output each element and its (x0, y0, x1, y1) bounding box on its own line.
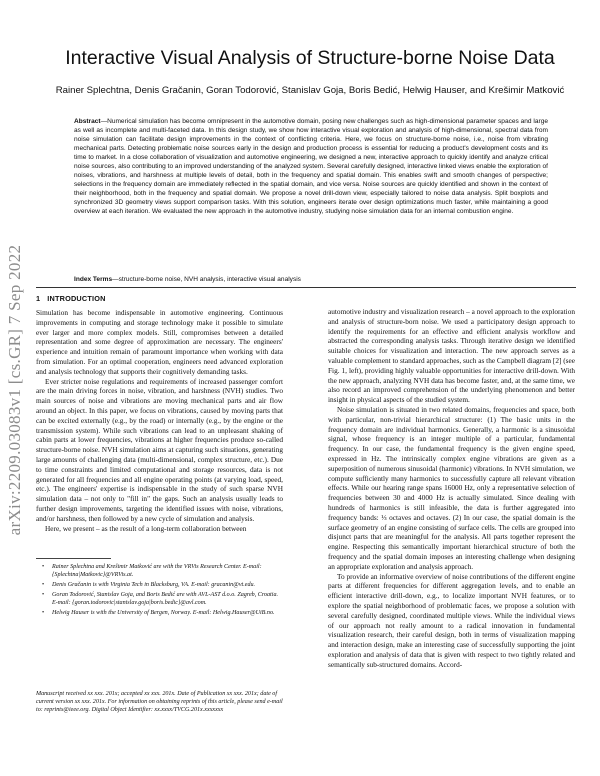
footnote-item (36, 582, 283, 590)
footnote-item (36, 592, 283, 608)
body-paragraph: Noise simulation is situated in two related domains, frequencies and space, both with particular, non-trivial hierarchical structure: (1) The basic units in the frequency domain are individual harmonics. Generally, a harmonic is a sinusoidal signal, whose frequency is an integer multiple of a particular, fundamental frequency. In our case, the fundamental frequency is the given engine speed, expressed in Hz. The intrinsically complex engine vibrations are given as a superposition of numerous sinusoidal (harmonic) vibrations. In NVH simulation, we compute sufficiently many harmonics to successfully capture all relevant vibration effects. While our hearing range spans 16000 Hz, only a representative selection of frequencies between 30 and 4000 Hz is actually simulated. Since dealing with hundreds of harmonics is still infeasible, the data is further aggregated into frequency bands: ⅓ octaves and octaves. (2) In our case, the spatial domain is the surface geometry of an engine consisting of surface cells. The cells are grouped into disjunct parts that are meaningful for the analysis. All parts together represent the engine. Respecting this semantically important hierarchical structure of both the frequency and the spatial domain imposes an interesting challenge when designing an appropriate exploration and analysis approach. (328, 404, 575, 571)
footnote-text: Rainer Splechtna and Krešimir Matković are with the VRVis Research Center. E-mail: {Splechtna|Matkovic}@VRVis.at. (52, 564, 262, 578)
arxiv-stamp (2, 190, 28, 590)
publication-info-text: Manuscript received xx xxx. 201x; accepted xx xxx. 201x. Date of Publication xx xxx. 201x; date of current version xx xxx. 201x. For information on obtaining reprints of this article, please send e-mail to: reprints@ieee.org. Digital Object Identifier: xx.xxxx/TVCG.201x.xxxxxxx (36, 691, 283, 713)
footnote-item (36, 610, 283, 618)
body-paragraph: Here, we present – as the result of a long-term collaboration between (45, 523, 247, 533)
section-title: INTRODUCTION (47, 294, 106, 303)
publication-info (36, 691, 283, 715)
abstract-label: Abstract (74, 118, 101, 125)
body-paragraph: automotive industry and visualization research – a novel approach to the exploration and analysis of structure-born noise. We used a participatory design approach to identify the requirements for an effective and efficient analysis workflow and abstracted the corresponding analysis tasks. Through iterative design we identified suitable choices for visualization and interaction. The new approach serves as a valuable complement to standard approaches, such as the Campbell diagram [2] (see Fig. 1, left), providing highly valuable opportunities for interactive drill-down. With the new approach, analyzing NVH data has become faster, and, at the same time, we also record an improved comprehension of the underlying phenomenon and better insight in physical aspects of the studied system. (328, 307, 575, 405)
body-paragraph: Ever stricter noise regulations and requirements of increased passenger comfort are the main driving forces in noise, vibration, and harshness (NVH) studies. Two main sources of noise and vibrations are moving mechanical parts and air flow around an object. In this paper, we focus on vibrations, caused by moving parts that can be excited externally (e.g., by the road) or internally (e.g., by the engine or the transmission system). While such vibrations can lead to an unpleasant shaking of cabin parts at lower frequencies, vibrations at higher frequencies produce so-called structure-borne noise. NVH simulation aims at capturing such situations, generating large amounts of challenging data (multi-dimensional, complex structure, etc.). Due to time constraints and limited computational and storage resources, data is not generated for all frequencies and all engine operating points (at varying load, speed, etc.). The engineers' expertise is indispensable in the study of such sparse NVH simulation data – not only to "fill in" the gaps. Such an analysis usually leads to further design improvements, targeting the identified issues with noise, vibrations, and/or harshness, then followed by a new cycle of simulation and analysis. (36, 376, 283, 523)
footnote-item (36, 564, 283, 580)
section-heading (36, 294, 113, 303)
abstract-text: —Numerical simulation has become omnipresent in the automotive domain, posing new challenges such as high-dimensional parameter spaces and large as well as incomplete and multi-faceted data. In this design study, we show how interactive visual exploration and analysis of high-dimensional, spectral data from noise simulation can facilitate design improvements in the context of conflicting criteria. Here, we focus on structure-borne noise, i.e., noise from vibrating mechanical parts. Detecting problematic noise sources early in the design and production process is essential for reducing a product's development costs and its time to market. In a close collaboration of visualization and automotive engineering, we designed a new, interactive approach to quickly identify and analyze critical noise sources, also contributing to an improved understanding of the analyzed system. Several carefully designed, interactive linked views enable the exploration of noises, vibrations, and harshness at multiple levels of detail, both in the frequency and spatial domain. This enables swift and smooth changes of perspective; selections in the frequency domain are immediately reflected in the spatial domain, and vice versa. Noise sources are quickly identified and shown in the context of their neighborhood, both in the frequency and spatial domain. We propose a novel drill-down view, especially tailored to noise data analysis. Split boxplots and synchronized 3D geometry views support comparison tasks. With this solution, engineers iterate over design optimizations much faster, while maintaining a good overview at each iteration. We evaluated the new approach in the automotive industry, studying noise simulation data for an internal combustion engine. (74, 118, 548, 215)
index-terms-text: —structure-borne noise, NVH analysis, interactive visual analysis (112, 276, 301, 283)
paper-title: Interactive Visual Analysis of Structure-borne Noise Data (65, 47, 555, 69)
abstract (74, 118, 548, 216)
footnote-bullet: • (42, 581, 45, 588)
arxiv-stamp-text: arXiv:2209.03083v1 [cs.GR] 7 Sep 2022 (5, 244, 24, 536)
section-number: 1 (36, 294, 41, 303)
author-list: Rainer Splechtna, Denis Gračanin, Goran Todorović, Stanislav Goja, Boris Bedić, Helwig Hauser, and Krešimir Matković (55, 85, 565, 96)
footnote-text: Helwig Hauser is with the University of Bergen, Norway. E-mail: Helwig.Hauser@UiB.no. (52, 609, 275, 616)
body-paragraph: To provide an informative overview of noise contributions of the different engine parts at different frequencies for different aggregation levels, and to enable an efficient interactive drill-down, e.g., to localize important NVH features, or to explore the spatial neighborhood of problematic faces, we propose a solution with several carefully designed, coordinated multiple views. While the individual views of our approach not really amount to a radical innovation in fundamental visualization research, their careful design, both in terms of visualization mapping and interaction design, make an interesting case of successfully supporting the joint exploration and analysis of data that is given with respect to two tightly related and semantically sub-structured domains. Accord- (328, 571, 575, 669)
index-terms (74, 276, 548, 283)
left-column (36, 308, 283, 533)
footnotes (36, 564, 283, 619)
footnote-divider (36, 558, 111, 559)
footnote-text: Denis Gračanin is with Virginia Tech in Blacksburg, VA. E-mail: gracanin@vt.edu. (52, 581, 256, 588)
body-paragraph: Simulation has become indispensable in automotive engineering. Continuous improvements in computing and storage technology make it possible to simulate ever larger and more complex models. Still, compromises between a detailed representation and some degree of approximation are necessary. The engineers' experience and intuition remain of paramount importance when working with data from simulation. For an optimal cooperation, engineers need advanced exploration and analysis technology that supports their cognitively demanding tasks. (36, 308, 283, 376)
footnote-bullet: • (42, 564, 45, 570)
right-column (328, 307, 575, 669)
footnote-bullet: • (42, 609, 45, 616)
index-terms-label: Index Terms (74, 276, 113, 283)
footnote-text: Goran Todorović, Stanislav Goja, and Boris Bedić are with AVL-AST d.o.o. Zagreb, Croatia. E-mail: {goran.todorovic|stanislav.goja|boris.bedic}@avl.com. (52, 591, 279, 606)
header-divider (36, 287, 576, 288)
footnote-bullet: • (42, 591, 45, 598)
